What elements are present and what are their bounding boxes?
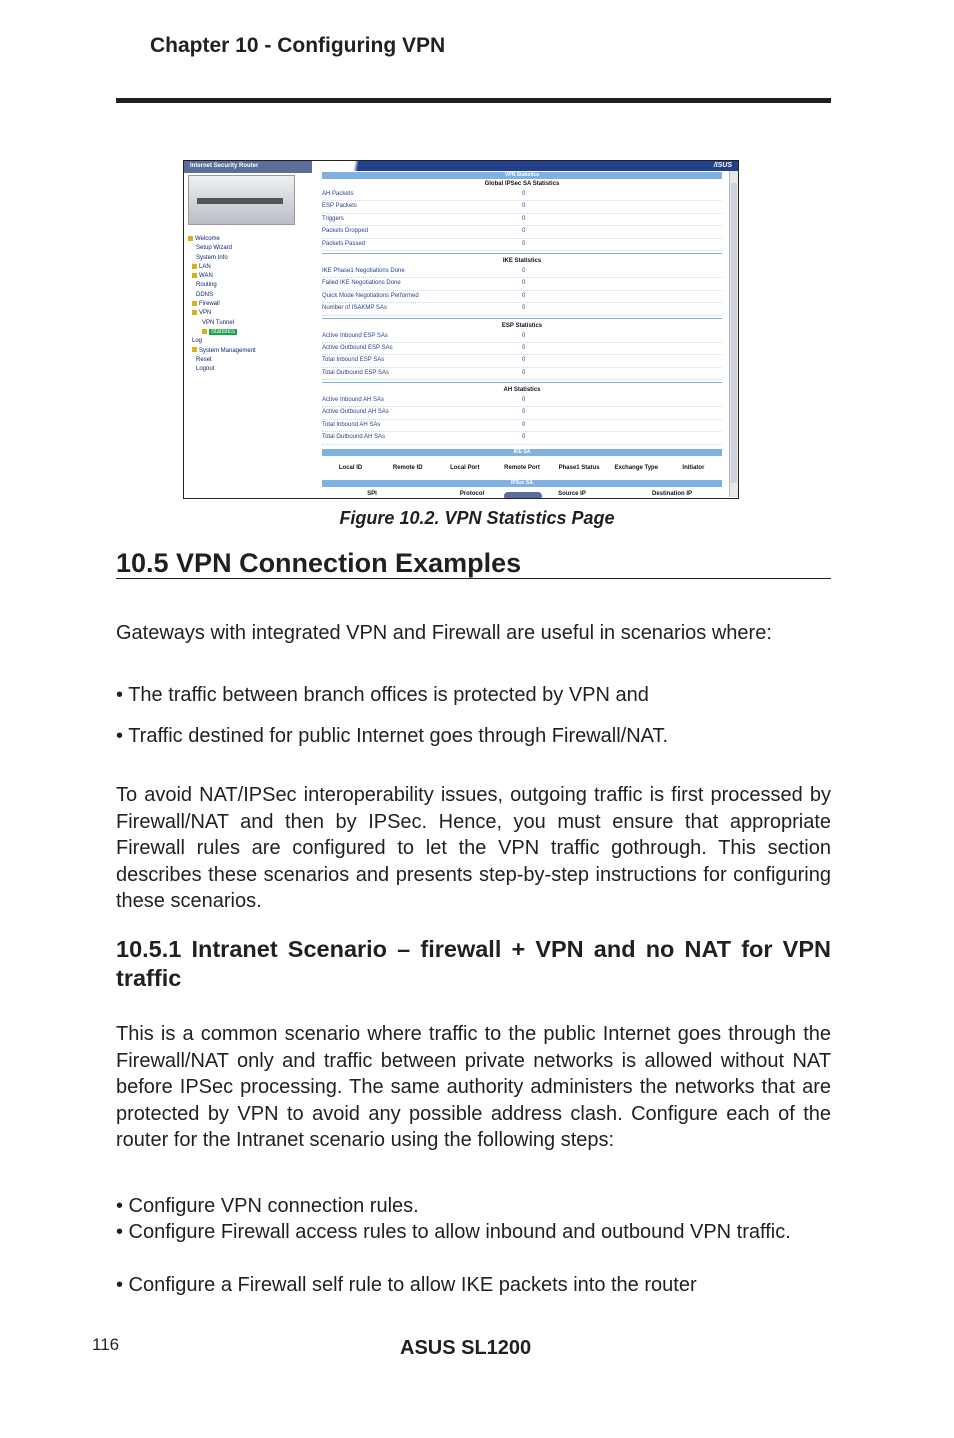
stat-row: ESP Packets 0 bbox=[322, 201, 722, 213]
folder-icon bbox=[192, 301, 197, 306]
folder-icon bbox=[192, 310, 197, 315]
column-header: Protocol bbox=[459, 490, 485, 497]
column-header: Phase1 Status bbox=[558, 464, 600, 471]
intro-paragraph: Gateways with integrated VPN and Firewall are useful in scenarios where: bbox=[116, 622, 772, 644]
refresh-button[interactable] bbox=[504, 492, 542, 499]
nav-item-routing[interactable]: Routing bbox=[196, 282, 217, 289]
column-header: Source IP bbox=[558, 490, 586, 497]
chapter-header: Chapter 10 - Configuring VPN bbox=[150, 34, 446, 57]
sidebar-nav-tree bbox=[188, 235, 308, 374]
section-divider bbox=[322, 253, 722, 254]
vpn-statistics-screenshot bbox=[183, 160, 739, 499]
router-device-image bbox=[188, 175, 295, 225]
stat-row: Total Outbound AH SAs 0 bbox=[322, 432, 722, 444]
folder-icon bbox=[192, 347, 197, 352]
bullet-item: • Configure VPN connection rules. bbox=[116, 1195, 419, 1217]
screenshot-header-bar bbox=[312, 161, 738, 171]
bullet-item: • Configure Firewall access rules to allow inbound and outbound VPN traffic. bbox=[116, 1221, 791, 1243]
column-header: Remote Port bbox=[504, 464, 540, 471]
section-title: IKE Statistics bbox=[502, 257, 542, 264]
stat-row: AH Packets 0 bbox=[322, 189, 722, 201]
nav-item-setup-wizard[interactable]: Setup Wizard bbox=[196, 245, 233, 252]
nav-item-firewall[interactable]: Firewall bbox=[188, 300, 308, 309]
nav-item-reset[interactable]: Reset bbox=[196, 356, 212, 363]
stat-row: Active Outbound AH SAs 0 bbox=[322, 407, 722, 419]
nav-item-lan[interactable]: LAN bbox=[188, 263, 308, 272]
page-number: 116 bbox=[92, 1335, 120, 1354]
section-title: AH Statistics bbox=[503, 387, 541, 394]
ike-sa-title-bar: IKE SA bbox=[322, 449, 722, 456]
nav-item-system-info[interactable]: System Info bbox=[196, 254, 228, 261]
nav-item-vpn[interactable]: VPN bbox=[188, 309, 308, 318]
column-header: Initiator bbox=[682, 464, 705, 471]
sidebar-title-bar bbox=[184, 161, 312, 173]
nav-item-system-management[interactable]: System Management bbox=[188, 347, 308, 356]
stat-row: Active Inbound ESP SAs 0 bbox=[322, 331, 722, 343]
scrollbar-thumb[interactable] bbox=[731, 183, 737, 483]
section-divider bbox=[322, 318, 722, 319]
stat-row: Total Inbound AH SAs 0 bbox=[322, 420, 722, 432]
header-rule bbox=[116, 98, 831, 103]
nav-item-ddns[interactable]: DDNS bbox=[196, 291, 214, 298]
stat-row: Active Inbound AH SAs 0 bbox=[322, 395, 722, 407]
nav-item-vpn-tunnel[interactable]: VPN Tunnel bbox=[202, 319, 235, 326]
column-header: Remote ID bbox=[392, 464, 423, 471]
panel-title-bar: VPN Statistics bbox=[322, 172, 722, 179]
column-header: Destination IP bbox=[651, 490, 692, 497]
column-header: Local ID bbox=[338, 464, 363, 471]
stat-row: Failed IKE Negotiations Done 0 bbox=[322, 278, 722, 290]
page-icon bbox=[202, 329, 207, 334]
body-paragraph: This is a common scenario where traffic to the public Internet goes through the Firewall/NAT only and traffic between private networks is allowed without NAT before IPSec processing. The same authority administers the networks that are protected by VPN to avoid any possible address clash. Configure each of the router for the Intranet scenario using the following steps: bbox=[116, 1023, 831, 1151]
nav-item-welcome[interactable]: Welcome bbox=[188, 235, 308, 244]
ike-sa-column-headers bbox=[322, 456, 722, 480]
section-title: Global IPSec SA Statistics bbox=[484, 181, 560, 187]
stat-row: Number of ISAKMP SAs 0 bbox=[322, 303, 722, 315]
subsection-heading: 10.5.1 Intranet Scenario – firewall + VPN and no NAT for VPN traffic bbox=[116, 936, 831, 991]
bullet-item: • Configure a Firewall self rule to allow IKE packets into the router bbox=[116, 1274, 697, 1296]
folder-icon bbox=[192, 273, 197, 278]
screenshot-sidebar bbox=[184, 161, 312, 498]
nav-item-logout[interactable]: Logout bbox=[196, 366, 215, 373]
asus-logo: /ISUS bbox=[713, 162, 732, 169]
vpn-statistics-panel bbox=[322, 172, 722, 499]
folder-icon bbox=[188, 236, 193, 241]
bullet-item: • The traffic between branch offices is protected by VPN and bbox=[116, 684, 649, 706]
folder-icon bbox=[192, 264, 197, 269]
stat-row: Triggers 0 bbox=[322, 214, 722, 226]
stat-row: IKE Phase1 Negotiations Done 0 bbox=[322, 266, 722, 278]
stat-row: Total Outbound ESP SAs 0 bbox=[322, 368, 722, 380]
footer-product: ASUS SL1200 bbox=[400, 1337, 532, 1359]
stat-row: Active Outbound ESP SAs 0 bbox=[322, 343, 722, 355]
nav-item-statistics[interactable]: Statistics bbox=[188, 328, 308, 337]
section-heading: 10.5 VPN Connection Examples bbox=[116, 548, 522, 578]
sidebar-title: Internet Security Router bbox=[190, 163, 259, 169]
column-header: SPI bbox=[367, 490, 377, 497]
stat-row: Total Inbound ESP SAs 0 bbox=[322, 355, 722, 367]
vertical-scrollbar[interactable] bbox=[729, 171, 738, 497]
stat-row: Quick Mode Negotiations Performed 0 bbox=[322, 291, 722, 303]
stat-row: Packets Passed 0 bbox=[322, 239, 722, 251]
body-paragraph: To avoid NAT/IPSec interoperability issues, outgoing traffic is first processed by Firewall/NAT and then by IPSec. Hence, you must ensure that appropriate Firewall rules are configured to let the VPN traffic gothrough. This section describes these scenarios and presents step-by-step instructions for configuring these scenarios. bbox=[116, 784, 831, 912]
section-title: ESP Statistics bbox=[501, 322, 543, 329]
bullet-item: • Traffic destined for public Internet goes through Firewall/NAT. bbox=[116, 725, 669, 747]
figure-caption: Figure 10.2. VPN Statistics Page bbox=[339, 508, 615, 528]
nav-item-wan[interactable]: WAN bbox=[188, 272, 308, 281]
section-heading-rule bbox=[116, 578, 831, 579]
column-header: Exchange Type bbox=[614, 464, 659, 471]
ipsec-sa-title-bar: IPSec SA bbox=[322, 480, 722, 487]
nav-item-log[interactable]: Log bbox=[192, 338, 203, 345]
stat-row: Packets Dropped 0 bbox=[322, 226, 722, 238]
column-header: Local Port bbox=[450, 464, 480, 471]
section-divider bbox=[322, 382, 722, 383]
